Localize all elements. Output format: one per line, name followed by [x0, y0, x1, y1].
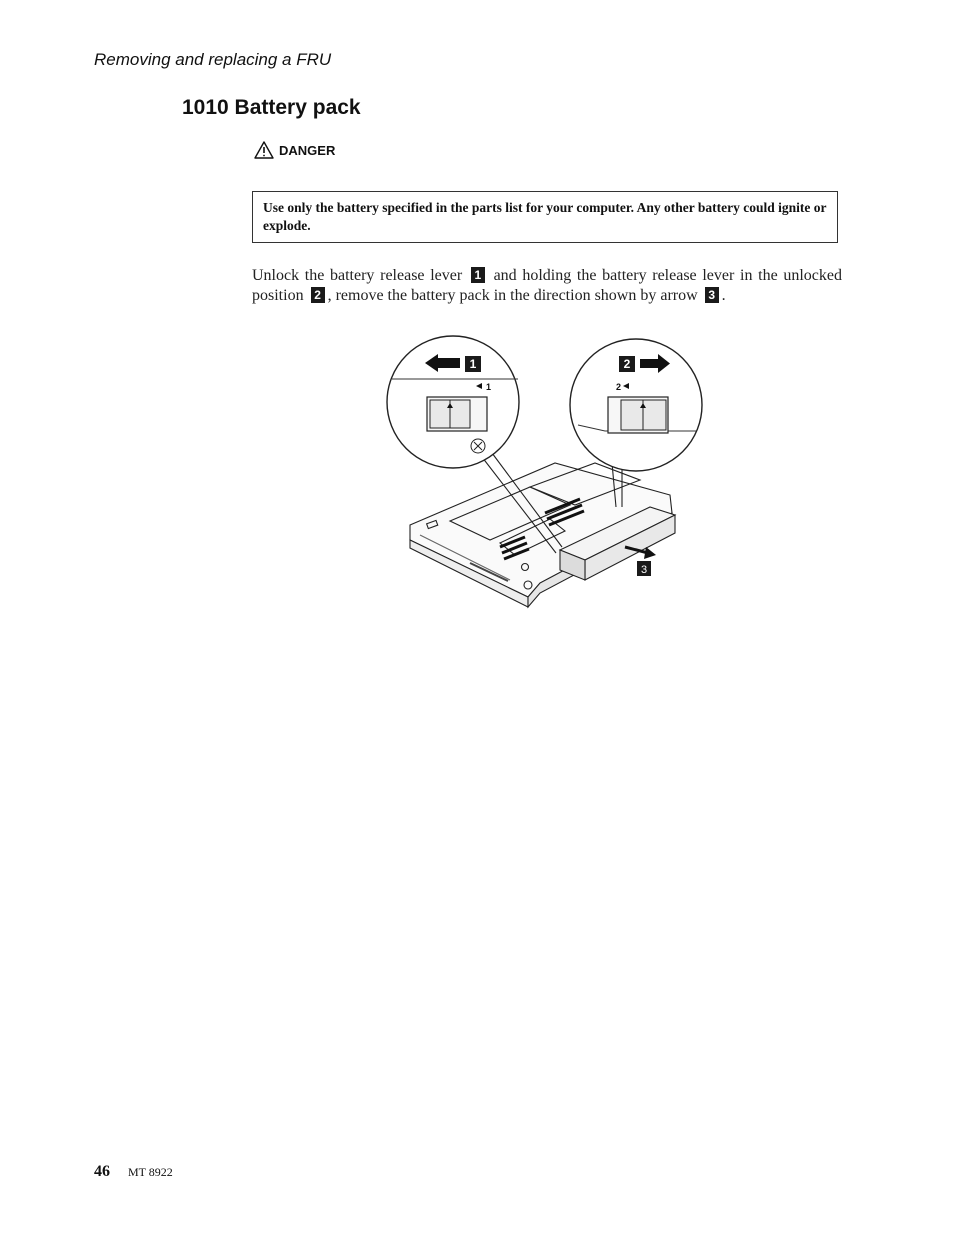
danger-heading — [254, 141, 335, 159]
callout-2: 2 — [311, 287, 325, 303]
running-head: Removing and replacing a FRU — [94, 50, 332, 69]
page-footer — [94, 1163, 173, 1181]
danger-notice: Use only the battery specified in the parts list for your computer. Any other battery could ignite or explode. — [252, 191, 838, 243]
document-id: MT 8922 — [128, 1165, 173, 1179]
lever-mark-1: 1 — [486, 382, 492, 392]
callout-1: 1 — [471, 267, 485, 283]
warning-icon — [254, 141, 274, 159]
figure-callout-3: 3 — [640, 564, 648, 576]
danger-label: DANGER — [279, 142, 336, 158]
figure-callout-1: 1 — [469, 357, 477, 371]
instruction-text-1: Unlock the battery release lever — [252, 267, 463, 284]
section-title: 1010 Battery pack — [182, 96, 361, 119]
instruction-paragraph — [252, 266, 842, 305]
zoom-circle-right — [570, 339, 702, 471]
battery-removal-illustration — [380, 335, 720, 620]
figure-callout-2: 2 — [623, 357, 631, 371]
instruction-text-3: , remove the battery pack in the direction shown by arrow — [327, 286, 698, 304]
page-number: 46 — [94, 1163, 110, 1180]
instruction-text-4: . — [721, 286, 726, 304]
callout-3: 3 — [705, 287, 719, 303]
zoom-circle-left — [387, 336, 519, 468]
lever-mark-2: 2 — [616, 382, 622, 392]
instruction-text-2: and holding the battery release lever in the unlocked position — [252, 267, 843, 304]
